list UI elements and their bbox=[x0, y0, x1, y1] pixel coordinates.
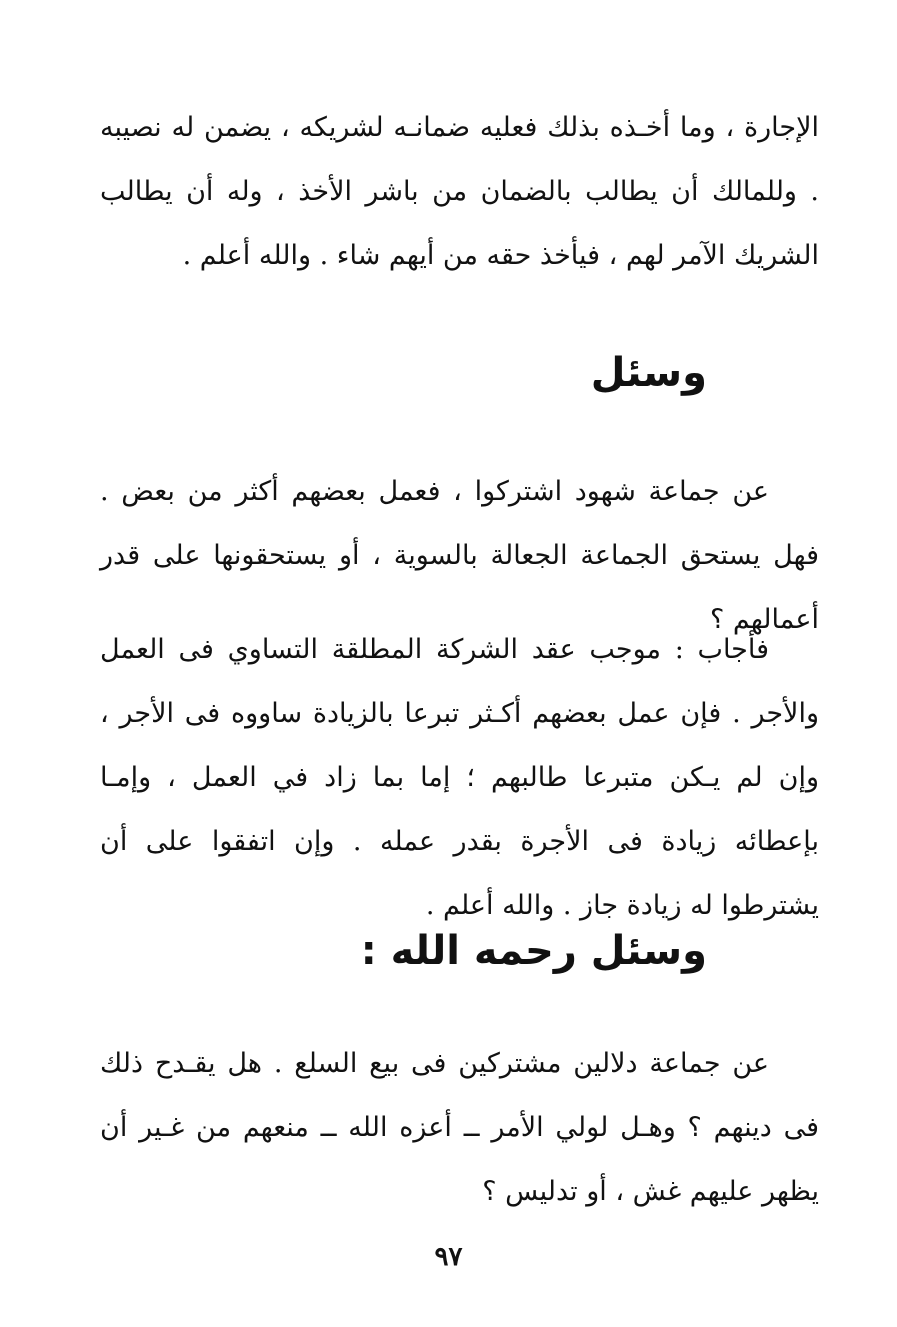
page-number: ٩٧ bbox=[434, 1242, 463, 1272]
heading-2: وسئل رحمه الله : bbox=[360, 928, 707, 974]
paragraph-4-text: عن جماعة دلالين مشتركين فى بيع السلع . هل يقـدح ذلك فى دينهم ؟ وهـل لولي الأمر ــ أعزه الله ــ منعهم من غـير أن يظهر عليهم غش ، أو تدليس ؟ bbox=[100, 1048, 819, 1207]
paragraph-4 bbox=[100, 1032, 819, 1224]
paragraph-2-text: عن جماعة شهود اشتركوا ، فعمل بعضهم أكثر من بعض . فهل يستحق الجماعة الجعالة بالسوية ، أو يستحقونها على قدر أعمالهم ؟ bbox=[100, 476, 819, 635]
paragraph-3-text: فأجاب : موجب عقد الشركة المطلقة التساوي فى العمل والأجر . فإن عمل بعضهم أكـثر تبرعا بالزيادة ساووه فى الأجر ، وإن لم يـكن متبرعا طالبهم ؛ إما بما زاد في العمل ، وإمـا بإعطائه زيادة فى الأجرة بقدر عمله . وإن اتفقوا على أن يشترطوا له زيادة جاز . والله أعلم . bbox=[100, 634, 819, 921]
paragraph-1-text: الإجارة ، وما أخـذه بذلك فعليه ضمانـه لشريكه ، يضمن له نصيبه . وللمالك أن يطالب بالضمان من باشر الأخذ ، وله أن يطالب الشريك الآمر لهم ، فيأخذ حقه من أيهم شاء . والله أعلم . bbox=[100, 112, 819, 271]
paragraph-1 bbox=[100, 96, 819, 288]
heading-1: وسئل bbox=[590, 350, 707, 396]
paragraph-3 bbox=[100, 618, 819, 938]
